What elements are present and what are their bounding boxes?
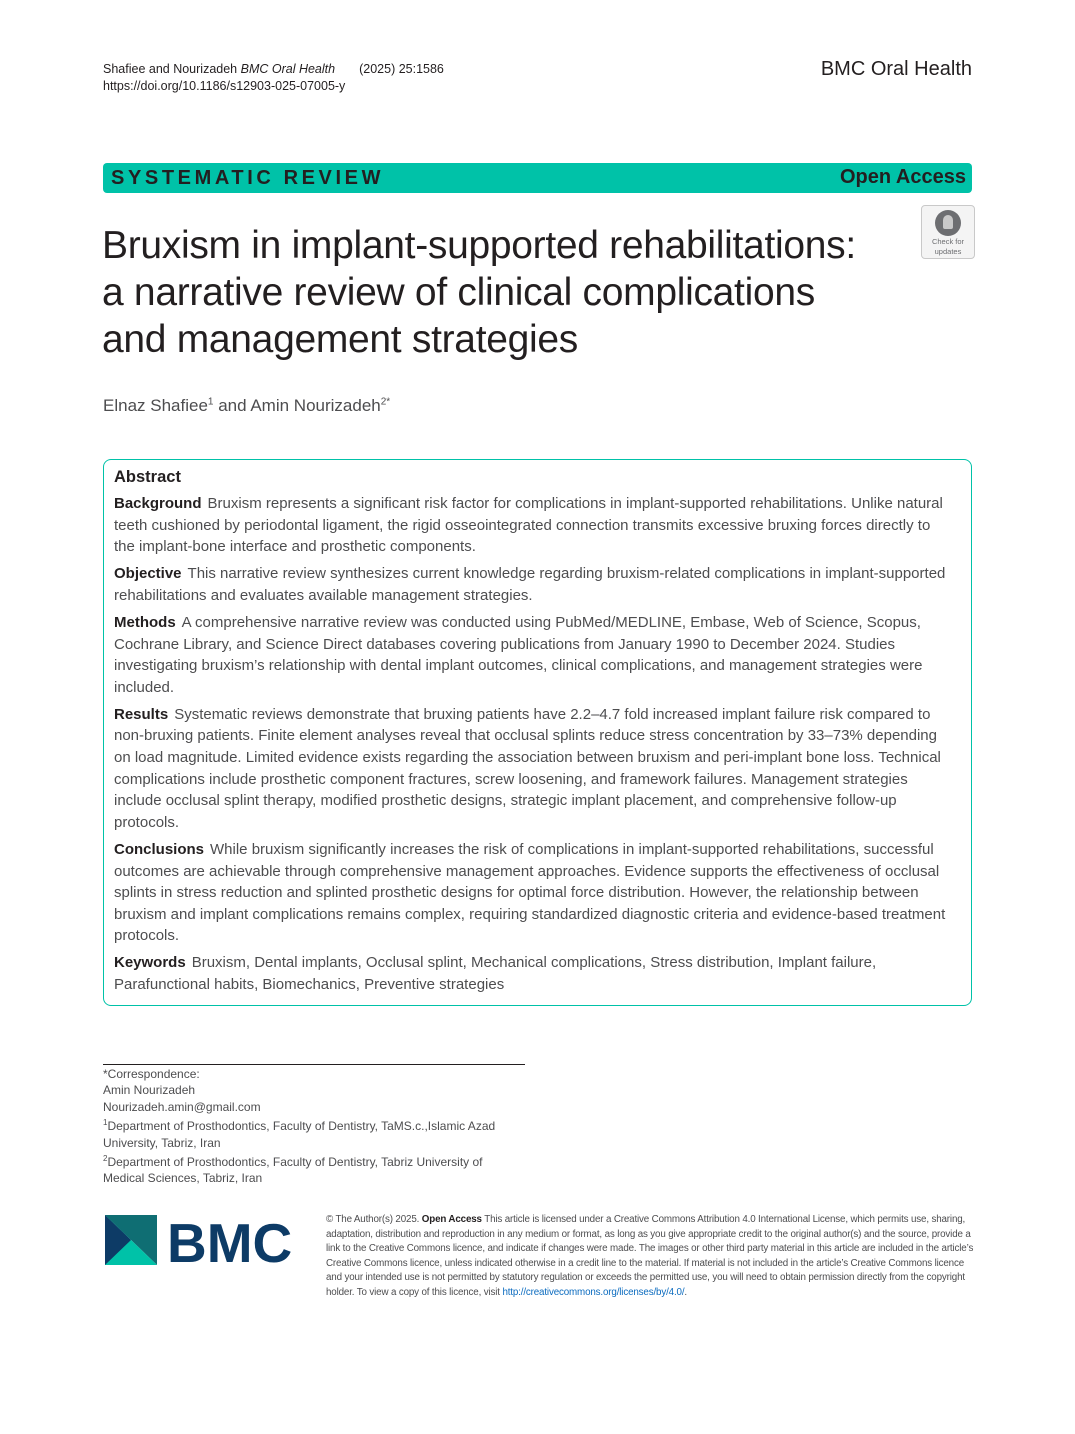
- section-label: Objective: [114, 565, 182, 583]
- affiliation-1: $^1$Department of Prosthodontics, Faculty of Dentistry, TaMS.c.,Islamic Azad: [103, 1118, 496, 1134]
- bmc-logo-icon: [103, 1212, 303, 1268]
- check-for-updates-icon: [935, 210, 961, 236]
- section-text: While bruxism significantly increases the risk of complications in implant-supported rehabilitations, successful outcomes are achievable through comprehensive management approaches. Evidence supports the effectiveness of occlusal splints in stress reduction and splinted prosthetic designs for optimal force distribution. However, the relationship between bruxism and implant complications remains complex, requiring standardized diagnostic criteria and evidence-based treatment protocols.: [114, 840, 946, 945]
- correspondence-block: [103, 1066, 533, 1187]
- check-for-updates-badge[interactable]: [921, 205, 975, 259]
- open-access-label: Open Access: [840, 166, 966, 188]
- title-line-2: a narrative review of clinical complications: [102, 271, 815, 314]
- author-2-affiliation: 2*: [380, 396, 391, 408]
- section-text: Bruxism represents a significant risk factor for complications in implant-supported rehabilitations. Unlike natural teeth cushioned by periodontal ligament, the rigid osseointegrated connection transmits excessive bruxing forces directly to the implant-bone interface and prosthetic components.: [114, 495, 943, 556]
- section-text: Bruxism, Dental implants, Occlusal splint, Mechanical complications, Stress distribution, Implant failure, Parafunctional habits, Biomechanics, Preventive strategies: [114, 954, 877, 993]
- author-2[interactable]: Amin Nourizadeh: [250, 396, 381, 415]
- section-label: Conclusions: [114, 840, 205, 858]
- license-open-access: Open Access: [421, 1214, 482, 1225]
- article-title: [102, 222, 902, 363]
- footnote-divider: [103, 1064, 525, 1065]
- abstract-box: [103, 459, 972, 1006]
- abstract-objective: [114, 563, 954, 606]
- svg-text:BMC: BMC: [167, 1212, 293, 1268]
- article-type-banner: [103, 163, 972, 193]
- check-for-updates-label-2: updates: [934, 247, 962, 256]
- affiliation-2-cont: Medical Sciences, Tabriz, Iran: [103, 1171, 263, 1186]
- affiliation-1-cont: University, Tabriz, Iran: [103, 1135, 221, 1150]
- license-link[interactable]: http://creativecommons.org/licenses/by/4.0/: [502, 1286, 685, 1298]
- title-line-3: and management strategies: [102, 318, 578, 361]
- doi-link[interactable]: https://doi.org/10.1186/s12903-025-07005-y: [103, 79, 346, 93]
- author-list: [103, 396, 390, 416]
- journal-name: BMC Oral Health: [820, 58, 972, 80]
- correspondence-email[interactable]: Nourizadeh.amin@gmail.com: [103, 1099, 261, 1114]
- author-1[interactable]: Elnaz Shafiee: [103, 396, 208, 415]
- check-for-updates-label-1: Check for: [931, 237, 965, 246]
- section-text: This narrative review synthesizes current knowledge regarding bruxism-related complications in implant-supported rehabilitations and evaluates available management strategies.: [114, 565, 946, 604]
- running-header: [103, 61, 444, 95]
- correspondence-label: *Correspondence:: [103, 1067, 200, 1081]
- copyright: © The Author(s) 2025.: [326, 1214, 420, 1225]
- section-text: Systematic reviews demonstrate that bruxing patients have 2.2–4.7 fold increased implant failure risk compared to non-bruxing patients. Finite element analyses reveal that occlusal splints reduce stress concentration by 33–73% depending on load magnitude. Limited evidence exists regarding the association between bruxism and peri-implant bone loss. Technical complications include prosthetic component fractures, screw loosening, and framework failures. Management strategies include occlusal splint therapy, modified prosthetic designs, strategic implant placement, and comprehensive follow-up protocols.: [114, 705, 941, 831]
- article-type: SYSTEMATIC REVIEW: [111, 167, 385, 189]
- header-journal: BMC Oral Health: [240, 62, 336, 76]
- section-label: Methods: [114, 613, 176, 631]
- license-text: © The Author(s) 2025. Open Access This article is licensed under a Creative Commons Attribution 4.0 International License, which permits use, sharing, adaptation, distribution and reproduction in any medium or format, as long as you give appropriate credit to the original author(s) and the source, provide a link to the Creative Commons licence, and indicate if changes were made. The images or other third party material in this article are included in the article’s Creative Commons licence, unless indicated otherwise in a credit line to the material. If material is not included in the article’s Creative Commons licence and your intended use is not permitted by statutory regulation or exceeds the permitted use, you will need to obtain permission directly from the copyright holder. To view a copy of this licence, visit http://creativecommons.org/licenses/by/4.0/.: [326, 1214, 974, 1298]
- abstract-heading: Abstract: [114, 468, 181, 486]
- abstract-background: [114, 493, 954, 558]
- correspondence-name: Amin Nourizadeh: [103, 1083, 196, 1098]
- header-citation: (2025) 25:1586: [359, 62, 444, 76]
- header-authors: Shafiee and Nourizadeh: [103, 62, 238, 76]
- abstract-results: [114, 704, 954, 834]
- affiliation-2: $^2$Department of Prosthodontics, Faculty of Dentistry, Tabriz University of: [103, 1154, 483, 1170]
- license-body: This article is licensed under a Creative Commons Attribution 4.0 International License, which permits use, sharing, adaptation, distribution and reproduction in any medium or format, as long as you give appropriate credit to the original author(s) and the source, provide a link to the Creative Commons licence, and indicate if changes were made. The images or other third party material in this article are included in the article’s Creative Commons licence, unless indicated otherwise in a credit line to the material. If material is not included in the article’s Creative Commons licence and your intended use is not permitted by statutory regulation or exceeds the permitted use, you will need to obtain permission directly from the copyright holder. To view a copy of this licence, visit: [326, 1214, 974, 1298]
- author-conj: and: [213, 396, 251, 415]
- citation-line: [103, 61, 444, 78]
- abstract-methods: [114, 612, 954, 698]
- author-1-affiliation: 1: [207, 396, 214, 408]
- abstract-conclusions: [114, 839, 954, 947]
- section-label: Keywords: [114, 954, 186, 972]
- section-text: A comprehensive narrative review was conducted using PubMed/MEDLINE, Embase, Web of Science, Scopus, Cochrane Library, and Science Direct databases covering publications from January 1990 to December 2024. Studies investigating bruxism’s relationship with dental implant outcomes, clinical complications, and management strategies were included.: [114, 613, 923, 696]
- bmc-logo[interactable]: [103, 1212, 303, 1268]
- section-label: Background: [114, 495, 202, 512]
- title-line-1: Bruxism in implant-supported rehabilitations:: [102, 224, 856, 267]
- abstract-keywords: [114, 952, 954, 995]
- section-label: Results: [114, 705, 169, 723]
